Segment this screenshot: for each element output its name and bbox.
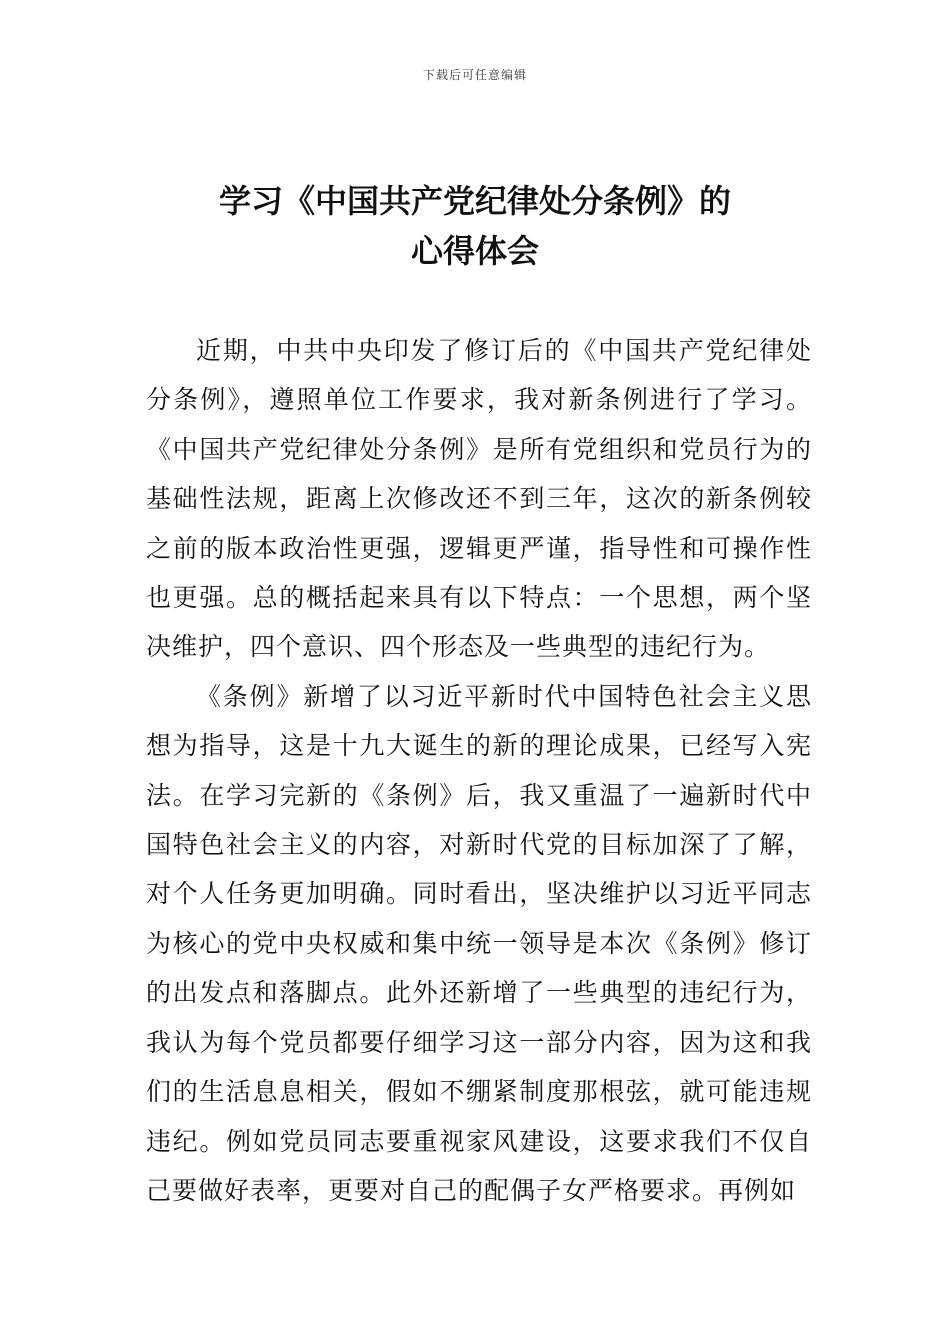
title-line-1: 学习《中国共产党纪律处分条例》的 bbox=[218, 182, 731, 220]
document-body bbox=[146, 326, 812, 1215]
document-title bbox=[0, 176, 950, 276]
title-line-2: 心得体会 bbox=[410, 232, 539, 270]
paragraph-1: 近期，中共中央印发了修订后的《中国共产党纪律处分条例》，遵照单位工作要求，我对新条例进行了学习。《中国共产党纪律处分条例》是所有党组织和党员行为的基础性法规，距离上次修改还不到三年，这次的新条例较之前的版本政治性更强，逻辑更严谨，指导性和可操作性也更强。总的概括起来具有以下特点：一个思想，两个坚决维护，四个意识、四个形态及一些典型的违纪行为。 bbox=[146, 336, 812, 662]
paragraph-2: 《条例》新增了以习近平新时代中国特色社会主义思想为指导，这是十九大诞生的新的理论成果，已经写入宪法。在学习完新的《条例》后，我又重温了一遍新时代中国特色社会主义的内容，对新时代党的目标加深了了解，对个人任务更加明确。同时看出，坚决维护以习近平同志为核心的党中央权威和集中统一领导是本次《条例》修订的出发点和落脚点。此外还新增了一些典型的违纪行为，我认为每个党员都要仔细学习这一部分内容，因为这和我们的生活息息相关，假如不绷紧制度那根弦，就可能违规违纪。例如党员同志要重视家风建设，这要求我们不仅自己要做好表率，更要对自己的配偶子女严格要求。再例如 bbox=[146, 681, 812, 1205]
header-note: 下载后可任意编辑 bbox=[422, 68, 527, 82]
